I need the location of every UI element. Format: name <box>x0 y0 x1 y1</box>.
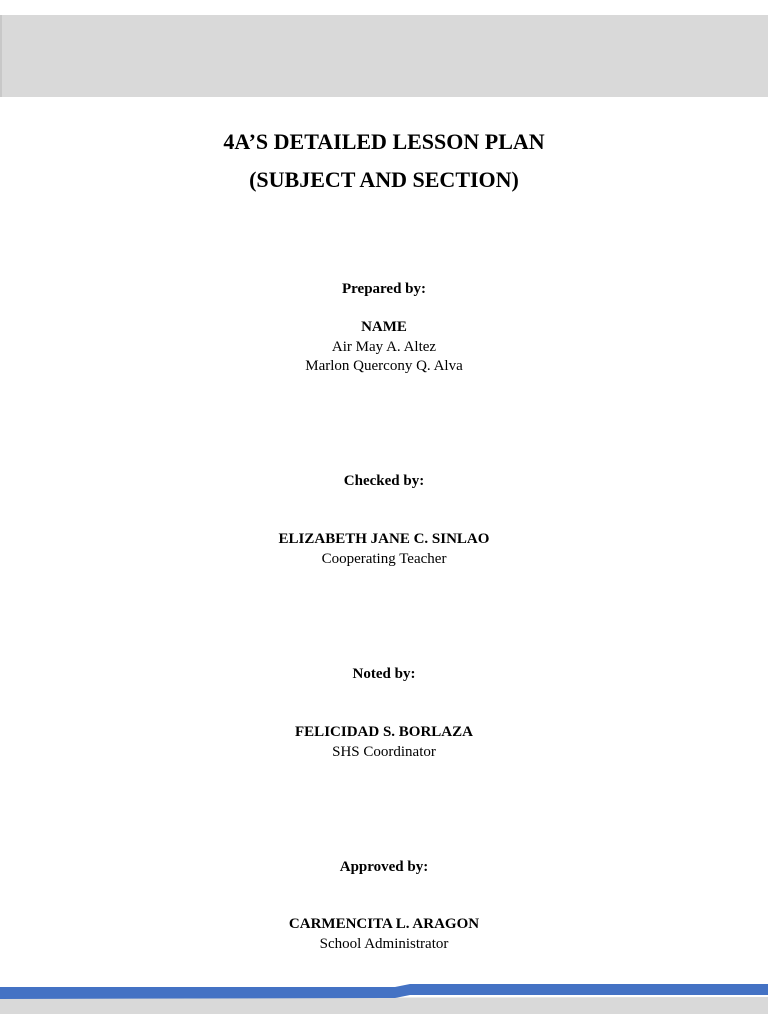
prepared-by-label: Prepared by: <box>341 281 427 297</box>
noted-by-role: SHS Coordinator <box>332 743 436 760</box>
noted-by-signatory <box>0 723 768 762</box>
approved-by-role: School Administrator <box>319 935 449 952</box>
preparer-name: Air May A. Altez <box>331 338 437 355</box>
checked-by-name: ELIZABETH JANE C. SINLAO <box>278 531 490 547</box>
header-band <box>0 15 768 97</box>
document-subtitle: (SUBJECT AND SECTION) <box>249 167 519 192</box>
footer-band <box>0 984 768 1014</box>
header-band-edge <box>0 15 2 97</box>
prepared-by-heading: NAME <box>361 319 407 335</box>
checked-by-role: Cooperating Teacher <box>321 550 447 567</box>
prepared-by-names <box>0 318 768 377</box>
noted-by-section <box>0 665 768 685</box>
prepared-by-section <box>0 280 768 300</box>
footer-gray-stripe <box>0 997 768 1014</box>
approved-by-signatory <box>0 915 768 954</box>
checked-by-label: Checked by: <box>343 473 425 489</box>
noted-by-label: Noted by: <box>352 666 416 682</box>
checked-by-section <box>0 472 768 492</box>
footer-blue-stripe <box>0 984 768 999</box>
approved-by-section <box>0 858 768 878</box>
approved-by-label: Approved by: <box>339 859 429 875</box>
document-title: 4A’S DETAILED LESSON PLAN <box>223 129 545 154</box>
noted-by-name: FELICIDAD S. BORLAZA <box>295 724 473 740</box>
approved-by-name: CARMENCITA L. ARAGON <box>288 916 480 932</box>
preparer-name: Marlon Quercony Q. Alva <box>305 358 463 374</box>
checked-by-signatory <box>0 530 768 569</box>
